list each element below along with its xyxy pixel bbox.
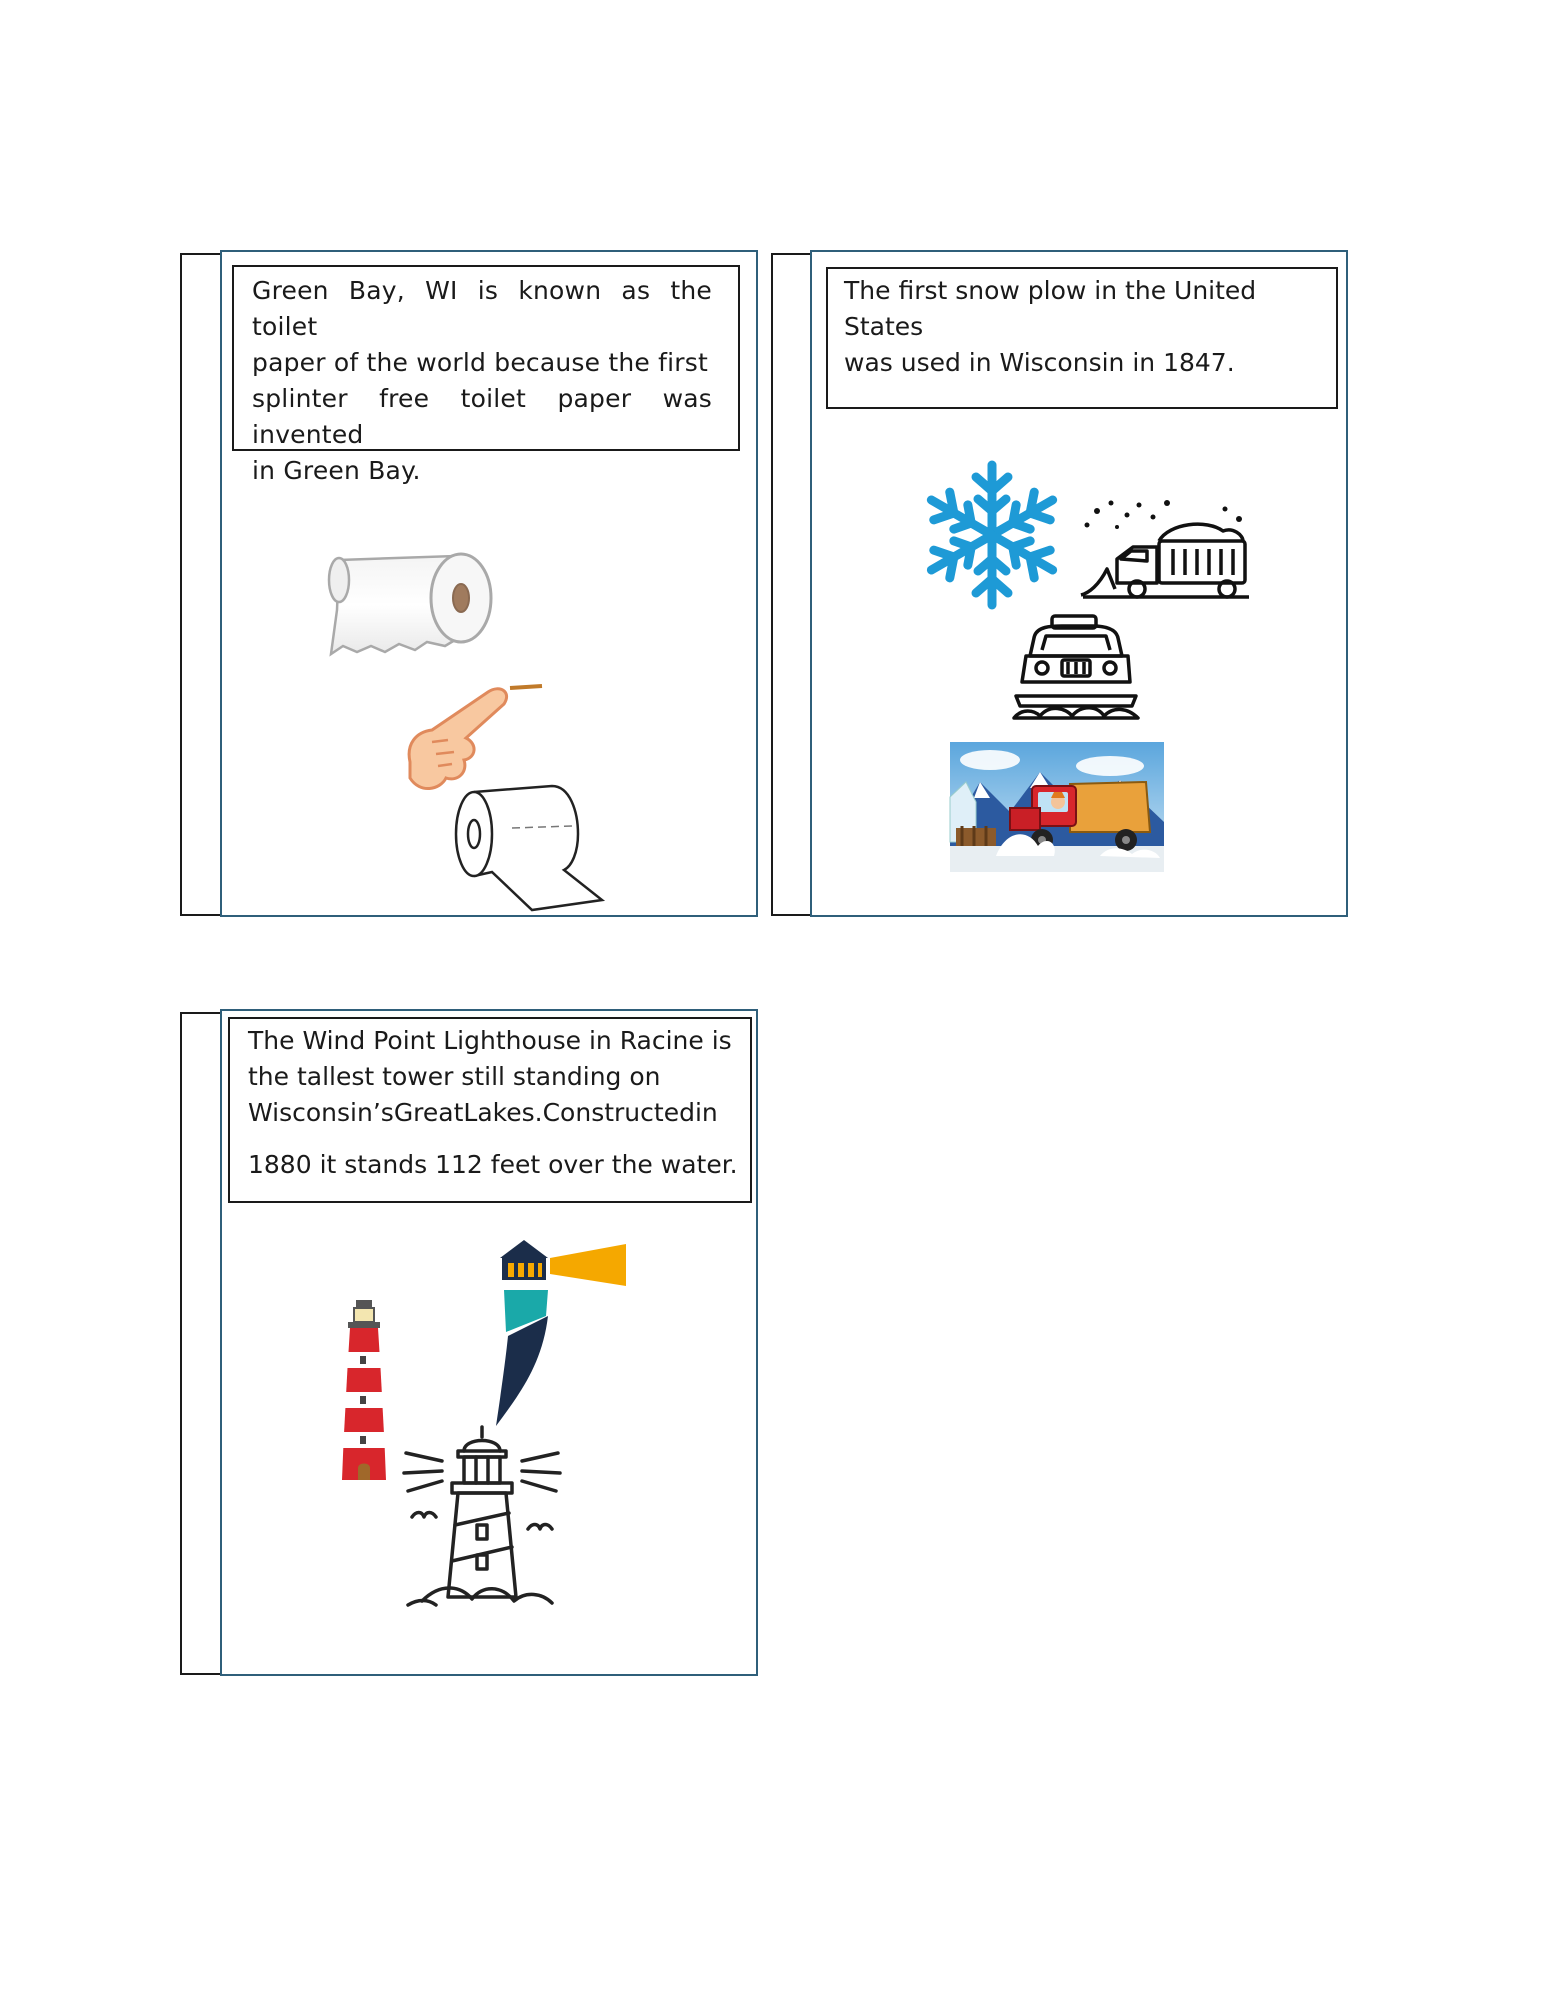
fact-text-box [826, 267, 1338, 409]
fact-line: Green Bay, WI is known as the toilet [252, 276, 712, 341]
snowflake-icon [907, 460, 1077, 610]
fact-text [844, 273, 1324, 381]
card-1-spine [180, 253, 222, 916]
fact-card-lighthouse [220, 1009, 758, 1676]
toilet-paper-outline-icon [452, 782, 612, 912]
snow-plow-front-icon [1012, 612, 1142, 727]
card-2-spine [771, 253, 813, 916]
card-3-spine [180, 1012, 222, 1675]
fact-text-box [228, 1017, 752, 1203]
fact-card-snow-plow [810, 250, 1348, 917]
cartoon-snow-plow-picture [950, 742, 1164, 872]
fact-text [252, 273, 712, 489]
fact-line: in Green Bay. [252, 456, 421, 485]
fact-line: The Wind Point Lighthouse in Racine is [248, 1026, 732, 1055]
striped-lighthouse-icon [334, 1296, 394, 1486]
fact-line: the tallest tower still standing on [248, 1062, 661, 1091]
fact-text [248, 1023, 748, 1183]
fact-line: The first snow plow in the United States [844, 276, 1257, 341]
dump-truck-plow-icon [1077, 497, 1252, 607]
fact-line: splinter free toilet paper was invented [252, 384, 712, 449]
fact-text-box [232, 265, 740, 485]
outline-lighthouse-icon [402, 1421, 562, 1611]
fact-line: 1880 it stands 112 feet over the water. [248, 1150, 738, 1179]
beacon-lighthouse-icon [492, 1236, 642, 1436]
fact-line: was used in Wisconsin in 1847. [844, 348, 1235, 377]
toilet-paper-roll-icon [327, 550, 497, 690]
fact-line: paper of the world because the first [252, 348, 709, 377]
fact-line: Wisconsin’sGreatLakes.Constructedin [248, 1098, 718, 1127]
fact-card-toilet-paper [220, 250, 758, 917]
